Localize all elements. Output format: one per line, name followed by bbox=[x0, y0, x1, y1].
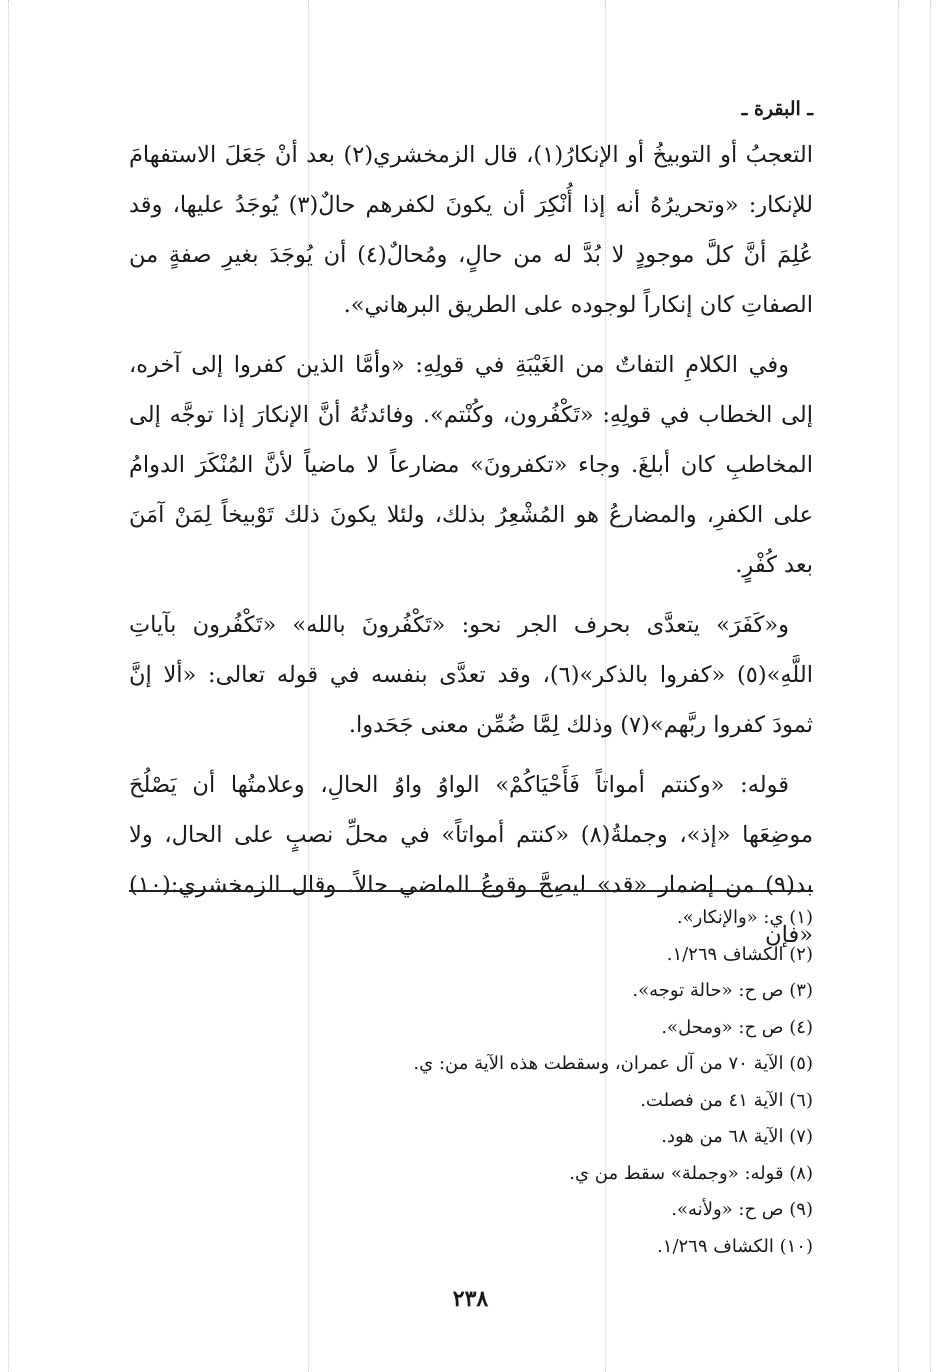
footnotes-list bbox=[129, 900, 813, 1265]
scan-guide-line bbox=[8, 0, 9, 1372]
footnote: (٧) الآية ٦٨ من هود. bbox=[661, 1126, 813, 1147]
footnote: (٢) الكشاف ١/٢٦٩. bbox=[666, 943, 813, 965]
footnote: (٨) قوله: «وجملة» سقط من ي. bbox=[569, 1162, 813, 1184]
body-text bbox=[129, 130, 813, 970]
scan-guide-line bbox=[898, 0, 899, 1372]
paragraph: وفي الكلامِ التفاتٌ من الغَيْبَةِ في قولِهِ: «وأمَّا الذين كفروا إلى آخره، إلى الخطاب في قولِهِ: «تَكْفُرون، وكُنْتم». وفائدتُهُ أنَّ الإنكارَ إذا توجَّه إلى المخاطبِ كان أبلغَ. وجاء «تكفرونَ» مضارعاً لا ماضياً لأنَّ المُنْكَرَ الدوامُ على الكفرِ، والمضارعُ هو المُشْعِرُ بذلك، ولئلا يكونَ ذلك تَوْبيخاً لِمَنْ آمَنَ بعد كُفْرٍ. bbox=[129, 352, 813, 578]
footnote: (٤) ص ح: «ومحل». bbox=[661, 1016, 813, 1038]
footnote: (٣) ص ح: «حالة توجه». bbox=[632, 980, 813, 1001]
paragraph: و«كَفَرَ» يتعدَّى بحرف الجر نحو: «تَكْفُرونَ بالله» «تَكْفُرون بآياتِ اللَّهِ»(٥) «كفروا بالذكر»(٦)، وقد تعدَّى بنفسه في قوله تعالى: «ألا إنَّ ثمودَ كفروا ربَّهم»(٧) وذلك لِمَّا ضُمِّن معنى جَحَدوا. bbox=[129, 612, 813, 738]
footnote: (١) ي: «والإنكار». bbox=[676, 907, 813, 928]
paragraph: التعجبُ أو التوبيخُ أو الإنكارُ(١)، قال الزمخشري(٢) بعد أنْ جَعَلَ الاستفهامَ للإنكار: «وتحريرُهُ أنه إذا أُنْكِرَ أن يكونَ لكفرهم حالٌ(٣) يُوجَدُ عليها، وقد عُلِمَ أنَّ كلَّ موجودٍ لا بُدَّ له من حالٍ، ومُحالٌ(٤) أن يُوجَدَ بغيرِ صفةٍ من الصفاتِ كان إنكاراً لوجوده على الطريق البرهاني». bbox=[129, 142, 814, 318]
paragraph: قوله: «وكنتم أمواتاً فَأَحْيَاكُمْ» الواوُ واوُ الحالِ، وعلامتُها أن يَصْلُحَ موضِعَها «إذ»، وجملةُ(٨) «كنتم أمواتاً» في محلِّ نصبٍ على الحال، ولا بد(٩) من إضمار «قد» ليصِحَّ وقوعُ الماضي حالاً. وقال الزمخشري:(١٠) «فإن bbox=[129, 772, 813, 948]
footnote: (١٠) الكشاف ١/٢٦٩. bbox=[657, 1235, 813, 1257]
footnote-separator bbox=[129, 890, 813, 892]
footnote: (٥) الآية ٧٠ من آل عمران، وسقطت هذه الآية من: ي. bbox=[413, 1053, 813, 1074]
page-number: ٢٣٨ bbox=[452, 1286, 489, 1312]
scan-guide-line bbox=[930, 0, 931, 1372]
footnote: (٩) ص ح: «ولأنه». bbox=[671, 1199, 813, 1220]
footnote: (٦) الآية ٤١ من فصلت. bbox=[640, 1089, 813, 1111]
running-head: ـ البقرة ـ bbox=[741, 98, 813, 120]
